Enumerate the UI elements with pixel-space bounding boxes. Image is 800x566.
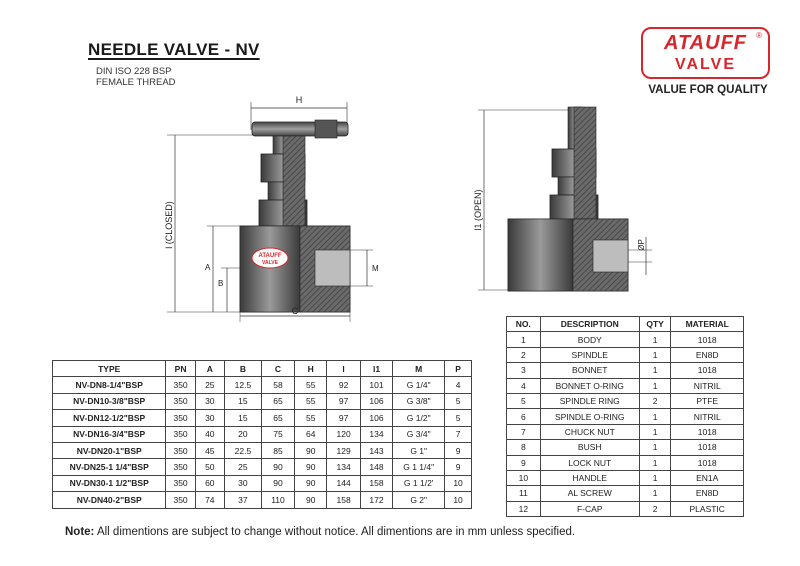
col-m: M — [393, 361, 445, 377]
subtitle-line-2: FEMALE THREAD — [96, 77, 176, 88]
table-cell: NV-DN10-3/8"BSP — [53, 393, 166, 409]
table-cell: 74 — [195, 492, 224, 508]
table-row — [53, 492, 472, 508]
col-description: DESCRIPTION — [540, 317, 639, 332]
table-cell: 350 — [166, 426, 195, 442]
label-h: H — [295, 95, 303, 105]
table-row — [507, 347, 744, 362]
standard-subtitle — [96, 66, 176, 88]
table-cell: 1018 — [671, 440, 744, 455]
table-cell: 106 — [360, 393, 393, 409]
table-cell: 10 — [445, 492, 472, 508]
table-cell: 50 — [195, 459, 224, 475]
svg-text:M: M — [372, 264, 379, 273]
table-cell: 12 — [507, 501, 541, 516]
table-row — [53, 426, 472, 442]
table-cell: 7 — [507, 424, 541, 439]
logo-brand-line2: VALVE — [675, 56, 736, 73]
table-cell: 1018 — [671, 363, 744, 378]
table-row — [507, 363, 744, 378]
table-cell: G 3/8" — [393, 393, 445, 409]
table-cell: 5 — [445, 410, 472, 426]
table-cell: EN8D — [671, 347, 744, 362]
table-cell: BONNET O-RING — [540, 378, 639, 393]
dimensions-table — [52, 360, 472, 509]
table-cell: 1 — [639, 378, 671, 393]
table-cell: 1018 — [671, 332, 744, 347]
table-cell: F-CAP — [540, 501, 639, 516]
table-cell: 172 — [360, 492, 393, 508]
dimension-b — [218, 268, 240, 312]
table-cell: 45 — [195, 442, 224, 458]
table-cell: 1018 — [671, 424, 744, 439]
svg-text:ATAUFF: ATAUFF — [258, 253, 282, 259]
table-cell: AL SCREW — [540, 486, 639, 501]
table-cell: NV-DN20-1"BSP — [53, 442, 166, 458]
table-cell: NV-DN8-1/4"BSP — [53, 377, 166, 393]
table-cell: 40 — [195, 426, 224, 442]
table-row — [507, 470, 744, 485]
dimension-m — [350, 250, 379, 286]
label-l-closed: l (CLOSED) — [164, 201, 174, 249]
parts-header-row — [507, 317, 744, 332]
col-l: l — [327, 361, 360, 377]
table-cell: 37 — [224, 492, 261, 508]
col-type: TYPE — [53, 361, 166, 377]
table-cell: 101 — [360, 377, 393, 393]
valve-drawing-open — [468, 105, 668, 300]
footnote — [65, 526, 575, 538]
table-row — [507, 501, 744, 516]
table-cell: 350 — [166, 377, 195, 393]
table-cell: 90 — [295, 492, 327, 508]
table-cell: LOCK NUT — [540, 455, 639, 470]
table-cell: BUSH — [540, 440, 639, 455]
table-cell: 1018 — [671, 455, 744, 470]
table-cell: 55 — [295, 377, 327, 393]
table-cell: 144 — [327, 475, 360, 491]
table-cell: 55 — [295, 410, 327, 426]
table-row — [507, 455, 744, 470]
table-cell: BONNET — [540, 363, 639, 378]
table-cell: SPINDLE — [540, 347, 639, 362]
table-cell: 158 — [327, 492, 360, 508]
table-cell: 350 — [166, 393, 195, 409]
dimension-a — [205, 226, 240, 312]
table-cell: 9 — [445, 459, 472, 475]
table-cell: 9 — [507, 455, 541, 470]
label-l1-open: l1 (OPEN) — [473, 189, 483, 231]
table-cell: NV-DN16-3/4"BSP — [53, 426, 166, 442]
table-cell: HANDLE — [540, 470, 639, 485]
body-logo-mark — [252, 248, 288, 268]
table-cell: 350 — [166, 442, 195, 458]
table-cell: 58 — [261, 377, 294, 393]
table-row — [53, 393, 472, 409]
table-cell: 65 — [261, 410, 294, 426]
brand-logo — [641, 27, 770, 79]
table-cell: 85 — [261, 442, 294, 458]
table-cell: 350 — [166, 492, 195, 508]
table-cell: 75 — [261, 426, 294, 442]
table-cell: 60 — [195, 475, 224, 491]
table-cell: 4 — [445, 377, 472, 393]
table-cell: 97 — [327, 393, 360, 409]
table-cell: 1 — [639, 455, 671, 470]
col-no: NO. — [507, 317, 541, 332]
svg-text:B: B — [218, 279, 224, 288]
logo-brand-name: ATAUFF — [663, 32, 747, 54]
table-cell: 143 — [360, 442, 393, 458]
table-cell: NV-DN30-1 1/2"BSP — [53, 475, 166, 491]
table-cell: 20 — [224, 426, 261, 442]
table-cell: G 1 1/2' — [393, 475, 445, 491]
table-cell: 30 — [224, 475, 261, 491]
col-l1: l1 — [360, 361, 393, 377]
table-cell: 106 — [360, 410, 393, 426]
table-cell: BODY — [540, 332, 639, 347]
table-cell: 350 — [166, 459, 195, 475]
table-cell: 90 — [295, 459, 327, 475]
table-cell: 25 — [195, 377, 224, 393]
table-cell: 30 — [195, 410, 224, 426]
table-cell: 15 — [224, 393, 261, 409]
table-cell: 134 — [327, 459, 360, 475]
brand-tagline: VALUE FOR QUALITY — [648, 84, 768, 96]
dimension-p — [628, 237, 652, 275]
svg-text:A: A — [205, 263, 211, 272]
table-cell: 110 — [261, 492, 294, 508]
table-row — [507, 409, 744, 424]
table-cell: CHUCK NUT — [540, 424, 639, 439]
table-cell: 5 — [507, 393, 541, 408]
table-cell: 64 — [295, 426, 327, 442]
table-cell: 1 — [639, 470, 671, 485]
table-cell: PTFE — [671, 393, 744, 408]
table-cell: SPINDLE O-RING — [540, 409, 639, 424]
table-cell: 1 — [639, 486, 671, 501]
table-cell: 1 — [639, 440, 671, 455]
table-row — [53, 377, 472, 393]
table-cell: NV-DN40-2"BSP — [53, 492, 166, 508]
table-cell: G 1 1/4" — [393, 459, 445, 475]
table-cell: G 1" — [393, 442, 445, 458]
table-cell: 90 — [261, 459, 294, 475]
table-cell: 4 — [507, 378, 541, 393]
table-cell: 15 — [224, 410, 261, 426]
table-row — [53, 459, 472, 475]
col-a: A — [195, 361, 224, 377]
table-cell: EN1A — [671, 470, 744, 485]
logo-registered-mark: ® — [756, 31, 762, 40]
table-cell: 11 — [507, 486, 541, 501]
col-qty: QTY — [639, 317, 671, 332]
table-cell: 350 — [166, 410, 195, 426]
table-cell: 1 — [639, 363, 671, 378]
table-cell: 10 — [507, 470, 541, 485]
table-cell: 1 — [639, 424, 671, 439]
table-cell: 55 — [295, 393, 327, 409]
valve-drawing-closed — [155, 90, 395, 325]
table-row — [507, 486, 744, 501]
table-cell: 90 — [295, 442, 327, 458]
table-cell: 134 — [360, 426, 393, 442]
table-cell: 1 — [639, 409, 671, 424]
table-cell: 92 — [327, 377, 360, 393]
table-cell: 2 — [639, 501, 671, 516]
note-text: All dimentions are subject to change without notice. All dimentions are in mm unless specified. — [94, 526, 576, 538]
subtitle-line-1: DIN ISO 228 BSP — [96, 66, 172, 77]
col-h: H — [295, 361, 327, 377]
table-cell: PLASTIC — [671, 501, 744, 516]
table-cell: 65 — [261, 393, 294, 409]
table-row — [53, 475, 472, 491]
table-cell: 22.5 — [224, 442, 261, 458]
table-cell: NITRIL — [671, 378, 744, 393]
parts-table — [506, 316, 744, 517]
table-cell: 2 — [639, 393, 671, 408]
table-cell: 129 — [327, 442, 360, 458]
table-cell: 148 — [360, 459, 393, 475]
col-c: C — [261, 361, 294, 377]
svg-text:VALVE: VALVE — [262, 260, 278, 266]
table-cell: 2 — [507, 347, 541, 362]
table-cell: G 1/4" — [393, 377, 445, 393]
table-row — [507, 424, 744, 439]
table-cell: G 3/4" — [393, 426, 445, 442]
table-cell: SPINDLE RING — [540, 393, 639, 408]
table-cell: 10 — [445, 475, 472, 491]
table-cell: NV-DN25-1 1/4"BSP — [53, 459, 166, 475]
col-b: B — [224, 361, 261, 377]
table-cell: EN8D — [671, 486, 744, 501]
table-cell: 9 — [445, 442, 472, 458]
table-cell: 1 — [639, 347, 671, 362]
table-cell: 7 — [445, 426, 472, 442]
svg-text:ØP: ØP — [637, 239, 646, 251]
table-cell: 97 — [327, 410, 360, 426]
table-row — [507, 393, 744, 408]
table-cell: 6 — [507, 409, 541, 424]
table-row — [507, 378, 744, 393]
table-cell: 30 — [195, 393, 224, 409]
table-cell: NITRIL — [671, 409, 744, 424]
table-cell: 158 — [360, 475, 393, 491]
col-p: P — [445, 361, 472, 377]
table-cell: G 2" — [393, 492, 445, 508]
note-label: Note: — [65, 526, 95, 538]
table-row — [53, 410, 472, 426]
table-cell: 1 — [507, 332, 541, 347]
col-material: MATERIAL — [671, 317, 744, 332]
col-pn: PN — [166, 361, 195, 377]
page-title: NEEDLE VALVE - NV — [88, 40, 260, 59]
table-cell: NV-DN12-1/2"BSP — [53, 410, 166, 426]
table-cell: 3 — [507, 363, 541, 378]
table-cell: 25 — [224, 459, 261, 475]
svg-text:C: C — [291, 306, 299, 316]
table-cell: 1 — [639, 332, 671, 347]
table-row — [507, 440, 744, 455]
table-cell: 5 — [445, 393, 472, 409]
table-row — [53, 442, 472, 458]
table-cell: 8 — [507, 440, 541, 455]
table-cell: 120 — [327, 426, 360, 442]
dimensions-header-row — [53, 361, 472, 377]
table-row — [507, 332, 744, 347]
table-cell: 350 — [166, 475, 195, 491]
table-cell: 12.5 — [224, 377, 261, 393]
table-cell: G 1/2" — [393, 410, 445, 426]
table-cell: 90 — [295, 475, 327, 491]
table-cell: 90 — [261, 475, 294, 491]
